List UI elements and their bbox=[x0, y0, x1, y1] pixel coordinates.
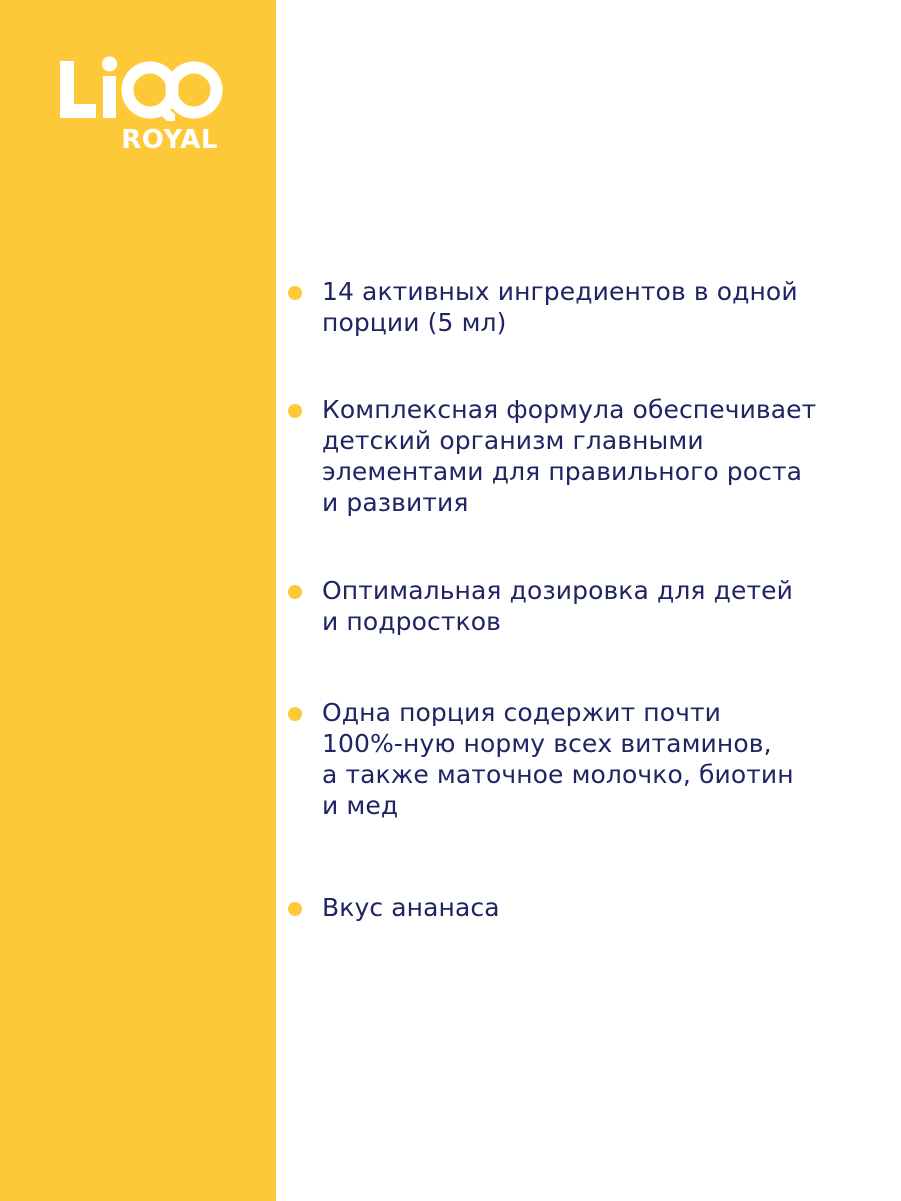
bullet-dot-icon bbox=[288, 585, 302, 599]
feature-text: Комплексная формула обеспечивает детский организм главными элементами для правильного роста и развития bbox=[322, 395, 817, 517]
feature-text: Одна порция содержит почти 100%-ную норму всех витаминов, а также маточное молочко, биотин и мед bbox=[322, 698, 794, 820]
bullet-dot-icon bbox=[288, 902, 302, 916]
bullet-dot-icon bbox=[288, 707, 302, 721]
bullet-dot-icon bbox=[288, 286, 302, 300]
feature-text: Вкус ананаса bbox=[322, 893, 500, 922]
logo-royal-text: ROYAL bbox=[121, 125, 218, 155]
feature-text: 14 активных ингредиентов в одной порции (5 мл) bbox=[322, 277, 798, 337]
feature-text: Оптимальная дозировка для детей и подростков bbox=[322, 576, 793, 636]
bullet-dot-icon bbox=[288, 404, 302, 418]
